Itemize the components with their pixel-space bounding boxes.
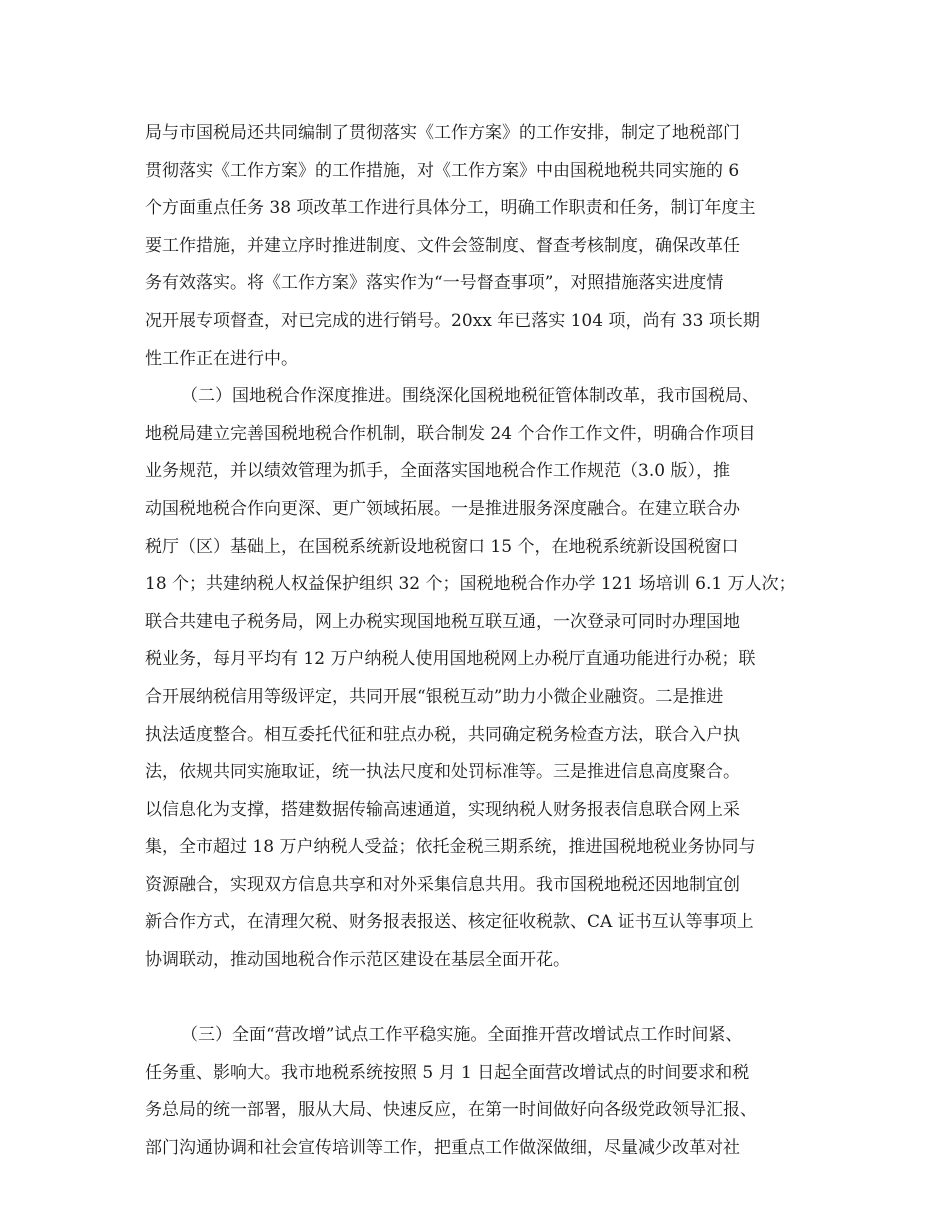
text-line: 务总局的统一部署，服从大局、快速反应，在第一时间做好向各级党政领导汇报、 [145, 1100, 757, 1121]
text-line: 业务规范，并以绩效管理为抓手，全面落实国地税合作工作规范（3.0 版），推 [145, 461, 730, 482]
text-line: 动国税地税合作向更深、更广领域拓展。一是推进服务深度融合。在建立联合办 [145, 498, 740, 519]
text-line: 以信息化为支撑，搭建数据传输高速通道，实现纳税人财务报表信息联合网上采 [145, 799, 740, 820]
text-line: 协调联动，推动国地税合作示范区建设在基层全面开花。 [145, 950, 570, 971]
text-line: 执法适度整合。相互委托代征和驻点办税，共同确定税务检查方法，联合入户执 [145, 724, 740, 745]
text-line: 贯彻落实《工作方案》的工作措施，对《工作方案》中由国税地税共同实施的 6 [145, 160, 740, 181]
text-line: 局与市国税局还共同编制了贯彻落实《工作方案》的工作安排，制定了地税部门 [145, 123, 740, 143]
text-line: 税厅（区）基础上，在国税系统新设地税窗口 15 个，在地税系统新设国税窗口 [145, 536, 739, 557]
text-line [145, 980, 835, 1018]
document-body [145, 115, 835, 1168]
text-line: （三）全面“营改增”试点工作平稳实施。全面推开营改增试点工作时间紧、 [181, 1025, 743, 1046]
text-line: 合开展纳税信用等级评定，共同开展“银税互动”助力小微企业融资。二是推进 [145, 686, 724, 707]
text-line: 新合作方式，在清理欠税、财务报表报送、核定征收税款、CA 证书互认等事项上 [145, 912, 754, 933]
text-line: （二）国地税合作深度推进。围绕深化国税地税征管体制改革，我市国税局、 [181, 386, 759, 407]
paragraph-3 [145, 1017, 835, 1167]
text-line: 要工作措施，并建立序时推进制度、文件会签制度、督查考核制度，确保改革任 [145, 235, 740, 256]
text-line: 地税局建立完善国税地税合作机制，联合制发 24 个合作工作文件，明确合作项目 [145, 423, 756, 444]
text-line: 资源融合，实现双方信息共享和对外采集信息共用。我市国税地税还因地制宜创 [145, 874, 740, 895]
text-line: 况开展专项督查，对已完成的进行销号。20xx 年已落实 104 项，尚有 33 项长期 [145, 310, 760, 331]
text-line: 税业务，每月平均有 12 万户纳税人使用国地税网上办税厅直通功能进行办税；联 [145, 649, 756, 670]
text-line: 务有效落实。将《工作方案》落实作为“一号督查事项”，对照措施落实进度情 [145, 273, 724, 294]
text-line: 18 个；共建纳税人权益保护组织 32 个；国税地税合作办学 121 场培训 6.1 万人次； [145, 574, 796, 595]
text-line: 集，全市超过 18 万户纳税人受益；依托金税三期系统，推进国税地税业务协同与 [145, 837, 756, 858]
text-line: 法，依规共同实施取证，统一执法尺度和处罚标准等。三是推进信息高度聚合。 [145, 762, 740, 783]
paragraph-2 [145, 378, 835, 1017]
text-line: 联合共建电子税务局，网上办税实现国地税互联互通，一次登录可同时办理国地 [145, 611, 740, 632]
text-line: 任务重、影响大。我市地税系统按照 5 月 1 日起全面营改增试点的时间要求和税 [145, 1062, 750, 1083]
text-line: 性工作正在进行中。 [145, 348, 298, 369]
paragraph-1 [145, 115, 835, 378]
text-line: 部门沟通协调和社会宣传培训等工作，把重点工作做深做细，尽量减少改革对社 [145, 1138, 740, 1159]
text-line: 个方面重点任务 38 项改革工作进行具体分工，明确工作职责和任务，制订年度主 [145, 198, 756, 219]
